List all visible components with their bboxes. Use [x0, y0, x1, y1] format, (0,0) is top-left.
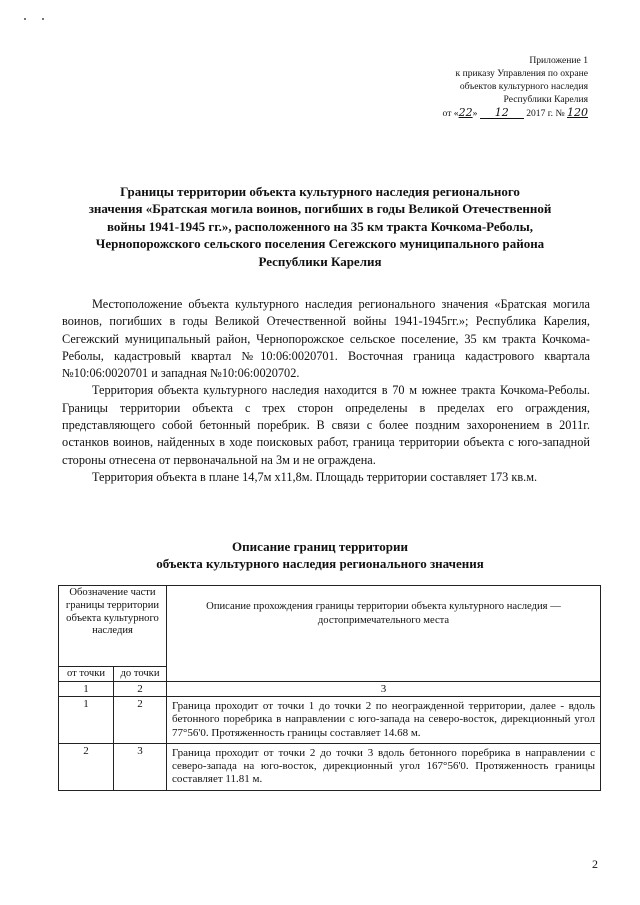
boundary-description-cell: Граница проходит от точки 1 до точки 2 по неогражденной территории, далее - вдоль бетонного поребрика в направлении с юго-запада на северо-восток, дирекционный угол 77°56'0. Протяженность границы составляет 14.68 м. — [167, 697, 601, 744]
subtitle-line: объекта культурного наследия регионального значения — [156, 556, 484, 571]
title-line: Чернопорожского сельского поселения Сегежского муниципального района — [95, 236, 545, 252]
title-line: значения «Братская могила воинов, погибших в годы Великой Отечественной — [88, 201, 552, 217]
order-number: 120 — [567, 106, 588, 119]
appendix-line: к приказу Управления по охране — [455, 68, 588, 79]
subtitle-line: Описание границ территории — [232, 539, 408, 554]
boundary-description-cell: Граница проходит от точки 2 до точки 3 вдоль бетонного поребрика в направлении с северо-запада на юго-восток, дирекционный угол 167°56'0. Протяженность границы составляет 11.81 м. — [167, 743, 601, 790]
header-from-point: от точки — [59, 667, 114, 682]
table-row — [59, 743, 601, 790]
appendix-date-line — [328, 106, 588, 120]
scan-speck — [24, 18, 26, 20]
date-prefix: от « — [442, 108, 459, 119]
from-point-cell: 1 — [59, 697, 114, 744]
appendix-block — [328, 54, 588, 120]
boundary-table — [58, 585, 601, 791]
title-line: Республики Карелия — [258, 253, 382, 269]
date-year: 2017 г. № — [526, 108, 565, 119]
title-line: Границы территории объекта культурного наследия регионального — [120, 184, 520, 199]
date-month: 12 — [480, 107, 524, 119]
index-cell: 2 — [114, 682, 167, 697]
header-boundary-part: Обозначение части границы территории объекта культурного наследия — [59, 586, 167, 667]
document-title — [70, 183, 570, 270]
index-cell: 3 — [167, 682, 601, 697]
date-day: 22 — [458, 106, 473, 119]
appendix-line: Приложение 1 — [529, 55, 588, 66]
table-header-row — [59, 586, 601, 667]
section-subtitle — [70, 538, 570, 572]
document-body — [62, 296, 590, 486]
date-sep: » — [472, 108, 478, 119]
index-cell: 1 — [59, 682, 114, 697]
to-point-cell: 3 — [114, 743, 167, 790]
appendix-line: объектов культурного наследия — [459, 81, 588, 92]
title-line: войны 1941-1945 гг.», расположенного на 35 км тракта Кочкома-Реболы, — [106, 218, 534, 234]
header-to-point: до точки — [114, 667, 167, 682]
paragraph-territory: Территория объекта культурного наследия находится в 70 м южнее тракта Кочкома-Реболы. Границы территории объекта с трех сторон определены в пределах его ограждения, представляющего собой бетонный поребрик. В связи с более поздним захоронением в 2011г. останков воинов, найденных в ходе поисковых работ, граница территории объекта с юго-западной стороны отнесена от первоначальной на 3м и не ограждена. — [62, 383, 590, 467]
paragraph-location: Местоположение объекта культурного наследия регионального значения «Братская могила воинов, погибших в годы Великой Отечественной войны 1941-1945гг.»; Республика Карелия, Сегежский муниципальный район, Чернопорожское сельское поселение, 35 км тракта Кочкома-Реболы, кадастровый квартал №10:06:0020701. Восточная граница кадастрового квартала №10:06:0020701 и западная №10:06:0020702. — [62, 297, 590, 381]
from-point-cell: 2 — [59, 743, 114, 790]
to-point-cell: 2 — [114, 697, 167, 744]
header-boundary-description: Описание прохождения границы территории объекта культурного наследия — достопримечательного места — [167, 586, 601, 682]
page-number: 2 — [592, 857, 598, 871]
table-row — [59, 697, 601, 744]
paragraph-area: Территория объекта в плане 14,7м х11,8м. Площадь территории составляет 173 кв.м. — [92, 469, 538, 484]
appendix-line: Республики Карелия — [503, 94, 588, 105]
scan-speck — [42, 18, 44, 20]
table-index-row — [59, 682, 601, 697]
